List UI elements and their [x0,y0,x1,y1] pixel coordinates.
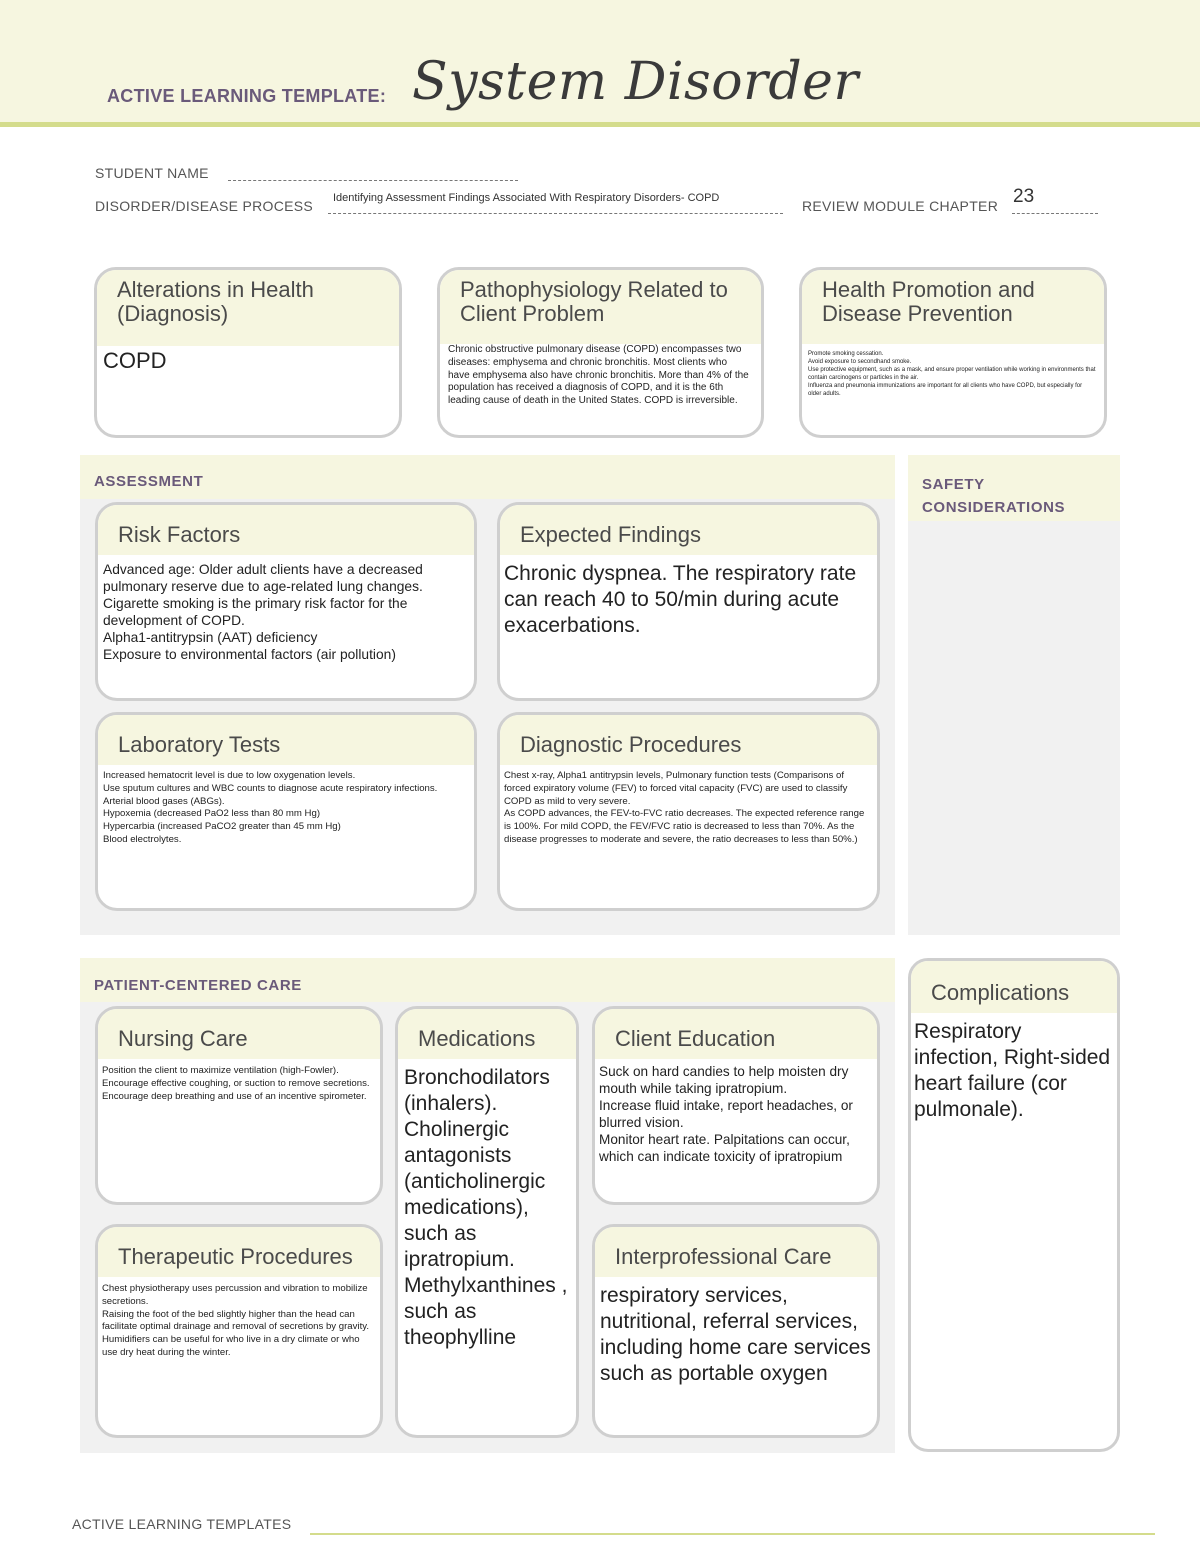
header-rule [0,122,1200,127]
expected-findings-card [497,502,880,701]
student-name-label: STUDENT NAME [95,165,209,181]
health-promotion-line: Influenza and pneumonia immunizations are important for all clients who have COPD, but especially for older adults. [808,383,1083,397]
nursing-care-line: Position the client to maximize ventilation (high-Fowler). Encourage effective coughing, or suction to remove secretions. [102,1065,370,1089]
pathophysiology-body: Chronic obstructive pulmonary disease (COPD) encompasses two diseases: emphysema and chronic bronchitis. Most clients who have emphysema also have chronic bronchitis. More than 4% of the population has received a diagnosis of COPD, and it is the 6th leading cause of death in the United States. COPD is irreversible. [448,344,749,407]
disorder-value: Identifying Assessment Findings Associated With Respiratory Disorders- COPD [333,192,720,204]
student-name-field[interactable] [228,180,518,181]
risk-factors-card [95,502,477,701]
alterations-card [94,267,402,438]
page-title: System Disorder [412,52,859,112]
chapter-label: REVIEW MODULE CHAPTER [802,198,999,214]
lab-test-line: Use sputum cultures and WBC counts to diagnose acute respiratory infections. [103,782,438,794]
chapter-value: 23 [1013,186,1035,207]
client-education-line: Suck on hard candies to help moisten dry mouth while taking ipratropium. [599,1064,849,1096]
diagnostic-line: As COPD advances, the FEV-to-FVC ratio decreases. The expected reference range is 100%. For mild COPD, the FEV/FVC ratio is decreased to less than 70%. As the disease progresses to moderate and severe, the ratio decreases to less than 50%.) [504,808,865,845]
assessment-label: ASSESSMENT [94,473,204,490]
risk-factor-line: Advanced age: Older adult clients have a decreased pulmonary reserve due to age-related lung changes. [103,562,423,594]
therapeutic-procedures-body [98,1277,380,1360]
expected-findings-title: Expected Findings [500,505,877,555]
therapeutic-line: Chest physiotherapy uses percussion and vibration to mobilize secretions. [102,1283,368,1307]
client-education-line: Increase fluid intake, report headaches, or blurred vision. [599,1098,853,1130]
therapeutic-line: Raising the foot of the bed slightly higher than the head can facilitate optimal drainage and removal of secretions by gravity. [102,1308,369,1333]
risk-factor-line: Cigarette smoking is the primary risk factor for the development of COPD. [103,596,408,628]
nursing-care-line: Encourage deep breathing and use of an incentive spirometer. [102,1090,367,1102]
chapter-field[interactable] [1012,213,1098,214]
interprofessional-care-card [592,1224,880,1438]
medications-card [395,1006,579,1438]
laboratory-tests-card [95,712,477,911]
patient-centered-care-label: PATIENT-CENTERED CARE [94,977,302,994]
complications-card [908,958,1120,1452]
expected-findings-body: Chronic dyspnea. The respiratory rate can reach 40 to 50/min during acute exacerbations. [504,562,857,637]
risk-factors-body [98,555,474,663]
diagnostic-procedures-title: Diagnostic Procedures [500,715,877,765]
safety-column [908,455,1120,935]
disorder-field[interactable] [328,213,783,214]
lab-test-line: Increased hematocrit level is due to low oxygenation levels. [103,770,356,781]
diagnostic-procedures-card [497,712,880,911]
health-promotion-line: Avoid exposure to secondhand smoke. [808,359,912,365]
interprofessional-care-title: Interprofessional Care [595,1227,877,1277]
therapeutic-procedures-card [95,1224,383,1438]
complications-title: Complications [911,961,1117,1013]
lab-test-line: Blood electrolytes. [103,833,182,845]
health-promotion-line: Use protective equipment, such as a mask, and ensure proper ventilation while working in environments that contain carcinogens or particles in the air. [808,367,1096,381]
nursing-care-card [95,1006,383,1205]
risk-factor-line: Alpha1-antitrypsin (AAT) deficiency [103,630,318,645]
lab-test-line: Hypoxemia (decreased PaO2 less than 80 mm Hg) [103,808,321,820]
alterations-body: COPD [103,348,167,373]
client-education-line: Monitor heart rate. Palpitations can occur, which can indicate toxicity of ipratropium [599,1132,850,1164]
nursing-care-body [98,1059,380,1103]
diagnostic-procedures-body [500,765,877,847]
footer-rule [310,1533,1155,1535]
health-promotion-card [799,267,1107,438]
health-promotion-line: Promote smoking cessation. [808,351,884,357]
client-education-card [592,1006,880,1205]
risk-factor-line: Exposure to environmental factors (air pollution) [103,647,396,662]
client-education-title: Client Education [595,1009,877,1059]
risk-factors-title: Risk Factors [98,505,474,555]
medications-title: Medications [398,1009,576,1059]
lab-test-line: Arterial blood gases (ABGs). [103,795,225,807]
lab-test-line: Hypercarbia (increased PaCO2 greater than 45 mm Hg) [103,821,341,833]
footer-text: ACTIVE LEARNING TEMPLATES [72,1516,292,1532]
medications-body: Bronchodilators (inhalers). Cholinergic antagonists (anticholinergic medications), such as ipratropium. Methylxanthines , such as theophylline [404,1066,568,1349]
laboratory-tests-body [98,765,474,847]
therapeutic-procedures-title: Therapeutic Procedures [98,1227,380,1277]
disorder-label: DISORDER/DISEASE PROCESS [95,198,314,214]
laboratory-tests-title: Laboratory Tests [98,715,474,765]
safety-label: SAFETY CONSIDERATIONS [922,476,1066,516]
therapeutic-line: Humidifiers can be useful for who live in a dry climate or who use dry heat during the winter. [102,1334,360,1358]
health-promotion-title: Health Promotion and Disease Prevention [802,270,1104,344]
nursing-care-title: Nursing Care [98,1009,380,1059]
pathophysiology-title: Pathophysiology Related to Client Problem [440,270,761,344]
pathophysiology-card [437,267,764,438]
template-prefix: ACTIVE LEARNING TEMPLATE: [107,86,387,106]
complications-body: Respiratory infection, Right-sided heart failure (cor pulmonale). [914,1020,1111,1121]
interprofessional-care-body: respiratory services, nutritional, referral services, including home care services such as portable oxygen [600,1284,871,1385]
client-education-body [595,1059,877,1165]
alterations-title: Alterations in Health (Diagnosis) [97,270,399,346]
diagnostic-line: Chest x-ray, Alpha1 antitrypsin levels, Pulmonary function tests (Comparisons of forced expiratory volume (FEV) to forced vital capacity (FVC) are used to classify COPD as mild to very severe. [504,770,848,807]
health-promotion-body [802,344,1104,398]
